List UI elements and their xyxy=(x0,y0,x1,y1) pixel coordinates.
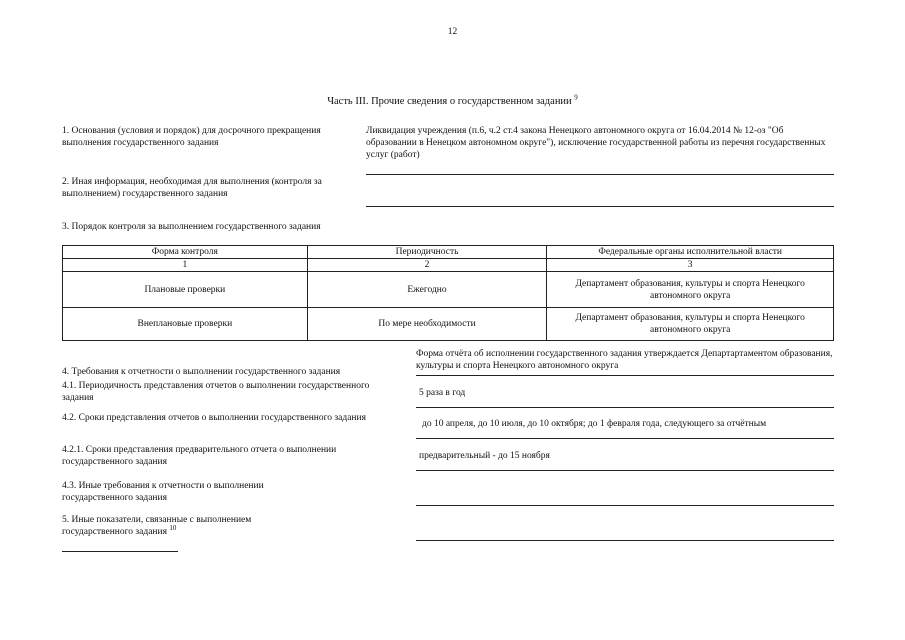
item4-2-1-value: предварительный - до 15 ноября xyxy=(419,451,550,461)
table-cell: Внеплановые проверки xyxy=(63,308,308,341)
table-cell: Плановые проверки xyxy=(63,272,308,308)
table-cell: Ежегодно xyxy=(307,272,547,308)
item4-underline xyxy=(416,375,834,376)
table-header-cell: Периодичность xyxy=(307,246,547,259)
item2-label: 2. Иная информация, необходимая для выполнения (контроля за выполнением) государственного задания xyxy=(62,177,322,199)
table-number-cell: 3 xyxy=(547,259,834,272)
item4-value: Форма отчёта об исполнении государственного задания утверждается Департартаментом образования, культуры и спорта Ненецкого автономного округа xyxy=(416,349,833,371)
table-row xyxy=(63,308,834,341)
table-header-cell: Форма контроля xyxy=(63,246,308,259)
item5-label-block xyxy=(62,514,302,538)
item5-label: 5. Иные показатели, связанные с выполнением государственного задания xyxy=(62,515,252,537)
control-table xyxy=(62,245,834,341)
item4-1-label: 4.1. Периодичность представления отчетов о выполнении государственного задания xyxy=(62,381,370,403)
item4-1-underline xyxy=(416,407,834,408)
item4-3-underline xyxy=(416,505,834,506)
table-number-cell: 2 xyxy=(307,259,547,272)
table-cell: По мере необходимости xyxy=(307,308,547,341)
item1-value: Ликвидация учреждения (п.6, ч.2 ст.4 закона Ненецкого автономного округа от 16.04.2014 № 12-оз "Об образовании в Ненецком автономном округе"), исключение государственной работы из перечня государственных услуг (работ) xyxy=(366,126,826,160)
item4-2-1-underline xyxy=(416,470,834,471)
table-number-row xyxy=(63,259,834,272)
table-row xyxy=(63,272,834,308)
item4-2-value: до 10 апреля, до 10 июля, до 10 октября; до 1 февраля года, следующего за отчётным xyxy=(422,419,767,429)
item5-footnote: 10 xyxy=(169,523,177,532)
item4-3-label: 4.3. Иные требования к отчетности о выполнении государственного задания xyxy=(62,481,264,503)
item4-2-underline xyxy=(416,438,834,439)
table-number-cell: 1 xyxy=(63,259,308,272)
item4-1-value: 5 раза в год xyxy=(419,388,466,398)
table-cell: Департамент образования, культуры и спорта Ненецкого автономного округа xyxy=(547,272,834,308)
footnote-separator xyxy=(62,551,178,552)
item4-2-label: 4.2. Сроки представления отчетов о выполнении государственного задания xyxy=(62,413,366,423)
item3-label: 3. Порядок контроля за выполнением государственного задания xyxy=(62,222,321,232)
part-title-text: Часть III. Прочие сведения о государственном задании xyxy=(327,96,572,107)
part-title-footnote: 9 xyxy=(574,93,578,102)
table-cell: Департамент образования, культуры и спорта Ненецкого автономного округа xyxy=(547,308,834,341)
item5-underline xyxy=(416,540,834,541)
item4-2-1-label: 4.2.1. Сроки представления предварительного отчета о выполнении государственного задания xyxy=(62,445,337,467)
item1-underline xyxy=(366,174,834,175)
item2-underline xyxy=(366,206,834,207)
table-header-row xyxy=(63,246,834,259)
table-header-cell: Федеральные органы исполнительной власти xyxy=(547,246,834,259)
item1-label: 1. Основания (условия и порядок) для досрочного прекращения выполнения государственного задания xyxy=(62,126,321,148)
item4-label: 4. Требования к отчетности о выполнении государственного задания xyxy=(62,367,341,377)
part-title xyxy=(0,93,905,107)
page-number: 12 xyxy=(447,27,458,37)
